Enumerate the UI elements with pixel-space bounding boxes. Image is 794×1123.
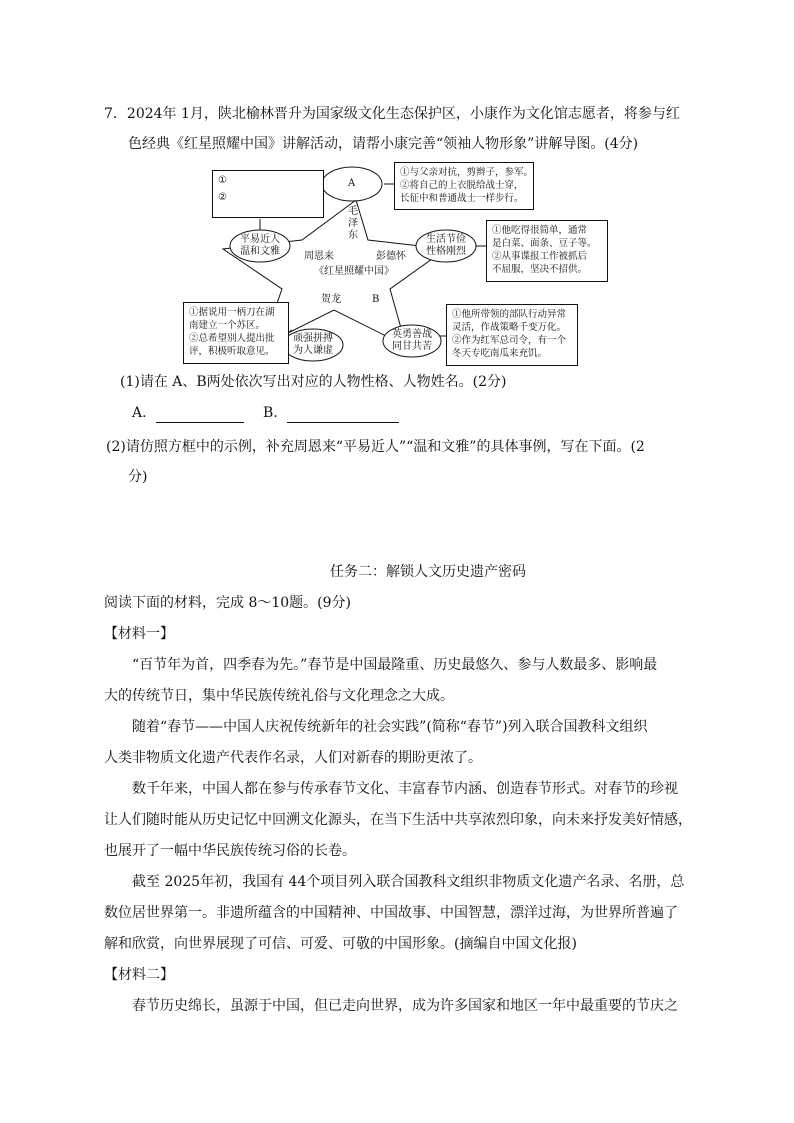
m1-p4-line3: 解和欣赏，向世界展现了可信、可爱、可敬的中国形象。(摘编自中国文化报) <box>104 936 577 952</box>
sub2-line1: (2)请仿照方框中的示例，补充周恩来“平易近人”“温和文雅”的具体事例，写在下面。(2 <box>106 439 645 455</box>
m2-p1-line1: 春节历史绵长，虽源于中国，但已走向世界，成为许多国家和地区一年中最重要的节庆之 <box>132 998 678 1014</box>
task2-title: 任务二：解锁人文历史遗产密码 <box>330 564 526 580</box>
ellipse-yingyong-label: 英勇善战 同甘共苦 <box>392 329 432 352</box>
name-b: B <box>372 294 380 305</box>
m1-p2-line2: 人类非物质文化遗产代表作名录，人们对新春的期盼更浓了。 <box>104 750 482 766</box>
m1-p4-line2: 数位居世界第一。非遗所蕴含的中国精神、中国故事、中国智慧，漂洋过海，为世界所普遍了 <box>104 905 678 921</box>
answer-b-blank[interactable] <box>287 408 399 423</box>
sub2-line2: 分) <box>128 469 148 485</box>
m1-p2-line1: 随着“春节——中国人庆祝传统新年的社会实践”(简称“春节”)列入联合国教科文组织 <box>132 719 648 735</box>
center-title: 《红星照耀中国》 <box>314 266 394 277</box>
m1-p4-line1: 截至 2025年初，我国有 44个项目列入联合国教科文组织非物质文化遗产名录、名册，总 <box>132 874 685 890</box>
answer-a-label: A． <box>132 405 157 421</box>
ellipse-wanqiang-label: 顽强拼搏 为人谦虚 <box>293 333 333 356</box>
material2-label: 【材料二】 <box>104 967 174 983</box>
name-he: 贺龙 <box>321 294 341 305</box>
answer-b-label: B． <box>263 405 288 421</box>
sub1-answer-row <box>132 403 399 423</box>
name-zhou: 周恩来 <box>304 251 334 262</box>
name-peng: 彭德怀 <box>376 251 406 262</box>
a-example-box: ①与父亲对抗，剪辫子，参军。 ②将自己的上衣脱给战士穿， 长征中和普通战士一样步行。 <box>394 162 534 210</box>
sub1-question: (1)请在 A、B两处依次写出对应的人物性格、人物姓名。(2分) <box>120 374 507 390</box>
material1-label: 【材料一】 <box>104 626 174 642</box>
m1-p1-line1: “百节年为首，四季春为先。”春节是中国最隆重、历史最悠久、参与人数最多、影响最 <box>132 657 658 673</box>
ellipse-shenghuo-label: 生活节俭 性格刚烈 <box>426 234 466 257</box>
wanqiang-example-box: ①据说用一柄刀在湖 南建立一个苏区。 ②总希望别人提出批 评，积极听取意见。 <box>183 302 289 364</box>
q7-line2: 色经典《红星照耀中国》讲解活动，请帮小康完善“领袖人物形象”讲解导图。(4分) <box>128 136 639 152</box>
ellipse-ping-label: 平易近人 温和文雅 <box>240 234 280 257</box>
m1-p3-line3: 也展开了一幅中华民族传统习俗的长卷。 <box>104 843 356 859</box>
ellipse-a-label: A <box>348 178 356 189</box>
leader-mind-map <box>0 0 794 380</box>
name-mao: 毛 泽 东 <box>348 206 358 241</box>
m1-p3-line2: 让人们随时能从历史记忆中回溯文化源头，在当下生活中共享浓烈印象，向未来抒发美好情感， <box>104 812 692 828</box>
shenghuo-example-box: ①他吃得很简单，通常 是白菜、面条、豆子等。 ②从事谍报工作被抓后 不屈服，坚决不招供。 <box>486 220 608 282</box>
yingyong-example-box: ①他所带领的部队行动异常 灵活，作战策略千变万化。 ②作为红军总司令，有一个 冬天专吃南瓜来充饥。 <box>446 304 578 366</box>
m1-p1-line2: 大的传统节日，集中华民族传统礼俗与文化理念之大成。 <box>104 688 454 704</box>
empty-answer-box: ① ② <box>212 170 324 218</box>
m1-p3-line1: 数千年来，中国人都在参与传承春节文化、丰富春节内涵、创造春节形式。对春节的珍视 <box>132 781 678 797</box>
answer-a-blank[interactable] <box>156 408 244 423</box>
task2-intro: 阅读下面的材料，完成 8～10题。(9分) <box>104 595 352 611</box>
q7-line1: 7．2024年 1月，陕北榆林晋升为国家级文化生态保护区，小康作为文化馆志愿者，将参与红 <box>104 106 680 122</box>
